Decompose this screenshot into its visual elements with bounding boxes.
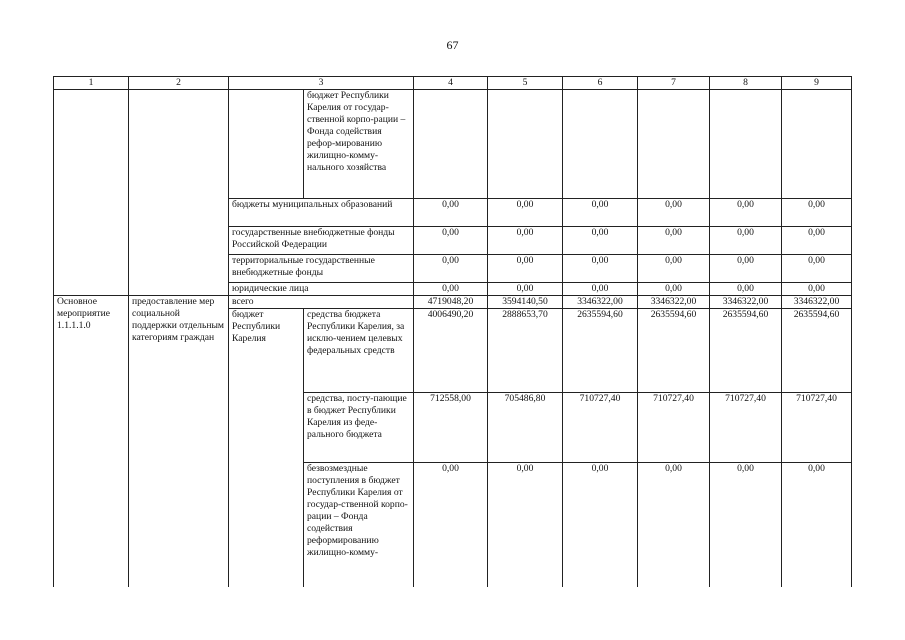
value-cell: 0,00 <box>563 463 638 587</box>
value-cell: 705486,80 <box>488 393 563 463</box>
row-label: средства бюджета Республики Карелия, за исклю-чением целевых федеральных средств <box>304 309 414 393</box>
row-label: бюджеты муниципальных образований <box>229 199 414 227</box>
value-cell: 710727,40 <box>710 393 782 463</box>
empty-cell <box>414 90 488 199</box>
value-cell: 0,00 <box>563 255 638 283</box>
value-cell: 3346322,00 <box>710 296 782 309</box>
value-cell: 710727,40 <box>563 393 638 463</box>
value-cell: 712558,00 <box>414 393 488 463</box>
value-cell: 0,00 <box>782 255 852 283</box>
value-cell: 3346322,00 <box>782 296 852 309</box>
budget-label: бюджет Республики Карелия <box>229 309 304 587</box>
value-cell: 2635594,60 <box>782 309 852 393</box>
empty-cell <box>563 90 638 199</box>
row-label: территориальные государственные внебюджетные фонды <box>229 255 414 283</box>
value-cell: 2635594,60 <box>638 309 710 393</box>
value-cell: 0,00 <box>488 283 563 296</box>
header-cell: 5 <box>488 77 563 90</box>
value-cell: 0,00 <box>710 199 782 227</box>
value-cell: 0,00 <box>638 199 710 227</box>
value-cell: 4006490,20 <box>414 309 488 393</box>
value-cell: 0,00 <box>414 199 488 227</box>
value-cell: 3346322,00 <box>638 296 710 309</box>
value-cell: 0,00 <box>563 227 638 255</box>
value-cell: 0,00 <box>710 283 782 296</box>
row-label: всего <box>229 296 414 309</box>
value-cell: 710727,40 <box>638 393 710 463</box>
row-label: юридические лица <box>229 283 414 296</box>
empty-cell <box>782 90 852 199</box>
value-cell: 4719048,20 <box>414 296 488 309</box>
empty-cell <box>129 90 229 296</box>
header-cell: 9 <box>782 77 852 90</box>
header-cell: 8 <box>710 77 782 90</box>
empty-cell <box>229 90 304 199</box>
table-row <box>54 296 852 309</box>
header-cell: 3 <box>229 77 414 90</box>
value-cell: 0,00 <box>488 463 563 587</box>
value-cell: 0,00 <box>782 227 852 255</box>
empty-cell <box>638 90 710 199</box>
value-cell: 0,00 <box>782 463 852 587</box>
value-cell: 2888653,70 <box>488 309 563 393</box>
value-cell: 0,00 <box>414 255 488 283</box>
budget-table <box>53 76 852 587</box>
row-label: средства, посту-пающие в бюджет Республики Карелия из феде-рального бюджета <box>304 393 414 463</box>
value-cell: 0,00 <box>638 255 710 283</box>
header-cell: 1 <box>54 77 129 90</box>
value-cell: 710727,40 <box>782 393 852 463</box>
measure-description: предоставление мер социальной поддержки отдельным категориям граждан <box>129 296 229 587</box>
value-cell: 0,00 <box>488 227 563 255</box>
header-cell: 6 <box>563 77 638 90</box>
value-cell: 0,00 <box>563 199 638 227</box>
value-cell: 0,00 <box>710 255 782 283</box>
value-cell: 0,00 <box>563 283 638 296</box>
fund-text-cell: бюджет Республики Карелия от государ-ственной корпо-рации – Фонда содействия рефор-мированию жилищно-комму-нального хозяйства <box>304 90 414 199</box>
measure-name: Основное мероприятие 1.1.1.1.0 <box>54 296 129 587</box>
value-cell: 0,00 <box>414 283 488 296</box>
page-number: 67 <box>446 38 459 52</box>
value-cell: 3346322,00 <box>563 296 638 309</box>
value-cell: 0,00 <box>638 283 710 296</box>
value-cell: 2635594,60 <box>563 309 638 393</box>
value-cell: 0,00 <box>414 227 488 255</box>
row-label: государственные внебюджетные фонды Российской Федерации <box>229 227 414 255</box>
header-cell: 2 <box>129 77 229 90</box>
empty-cell <box>488 90 563 199</box>
header-row <box>54 77 852 90</box>
value-cell: 0,00 <box>638 463 710 587</box>
empty-cell <box>54 90 129 296</box>
header-cell: 4 <box>414 77 488 90</box>
value-cell: 0,00 <box>782 199 852 227</box>
value-cell: 3594140,50 <box>488 296 563 309</box>
value-cell: 0,00 <box>782 283 852 296</box>
value-cell: 0,00 <box>488 199 563 227</box>
value-cell: 0,00 <box>710 463 782 587</box>
value-cell: 0,00 <box>710 227 782 255</box>
row-label: безвозмездные поступления в бюджет Республики Карелия от государ-ственной корпо-рации – Фонда содействия реформированию жилищно-комму- <box>304 463 414 587</box>
value-cell: 2635594,60 <box>710 309 782 393</box>
value-cell: 0,00 <box>488 255 563 283</box>
empty-cell <box>710 90 782 199</box>
table-row <box>54 90 852 199</box>
value-cell: 0,00 <box>638 227 710 255</box>
header-cell: 7 <box>638 77 710 90</box>
value-cell: 0,00 <box>414 463 488 587</box>
